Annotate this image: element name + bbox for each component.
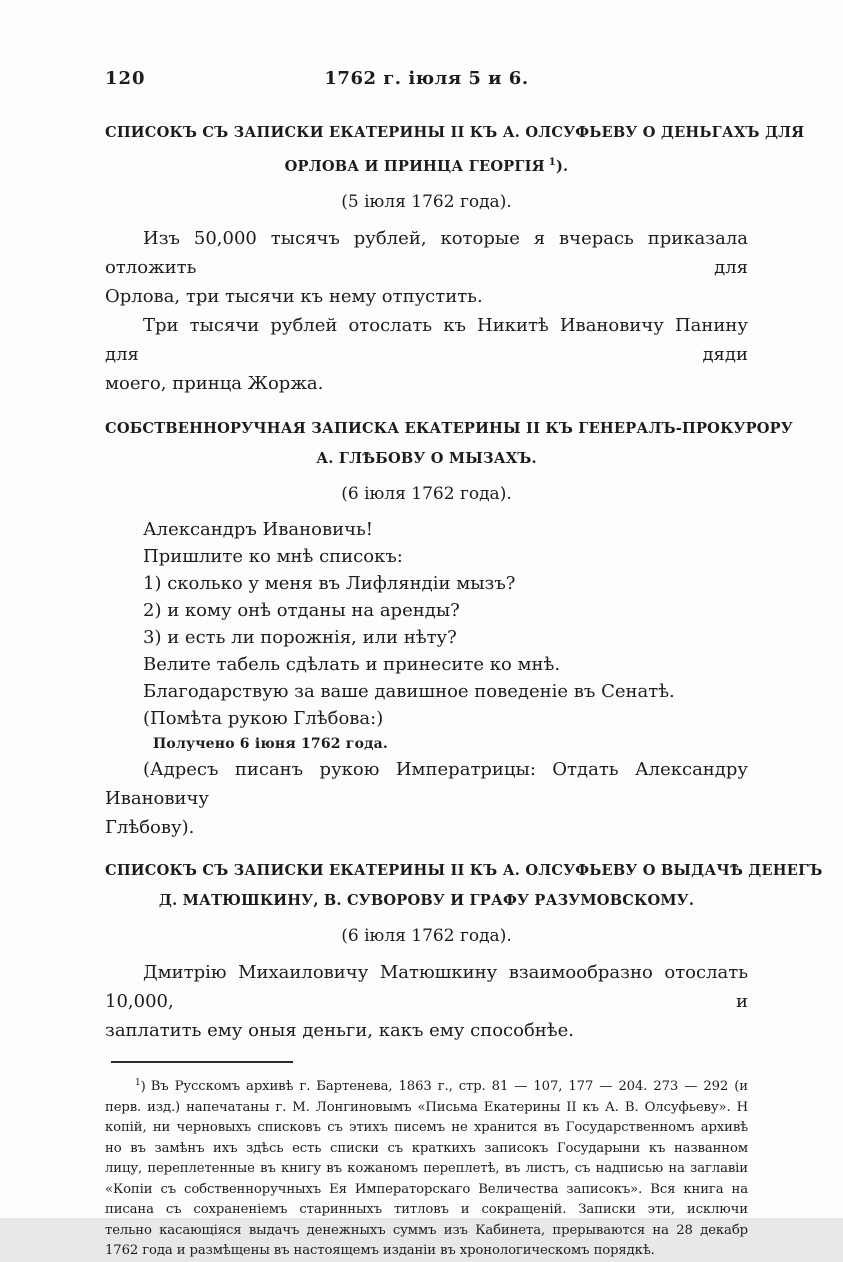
letter-line: 1) сколько у меня въ Лифляндіи мызъ? [143,572,516,594]
footnote-line: копій, ни черновыхъ списковъ съ этихъ писемъ не хранится въ Государственномъ архивѣ [105,1120,748,1136]
document1-title-line1: СПИСОКЪ СЪ ЗАПИСКИ ЕКАТЕРИНЫ II КЪ А. ОЛСУФЬЕВУ О ДЕНЬГАХЪ ДЛЯ [105,124,805,141]
footnote [105,1073,748,1262]
page-content [105,68,823,1262]
letter-line: Благодарствую за ваше давишное поведеніе въ Сенатѣ. [143,680,675,702]
paragraph-line: Три тысячи рублей отослать къ Никитѣ Ивановичу Панину для дяди [105,314,748,365]
footnote-reference-mark: 1 [548,157,556,168]
paragraph-line: заплатить ему оныя деньги, какъ ему способнѣе. [105,1019,575,1041]
footnote-line: писана съ сохраненіемъ старинныхъ титловъ и сокращеній. Записки эти, исключи [105,1202,748,1218]
document2-date: (6 іюля 1762 года). [341,483,512,504]
document1-body [105,224,748,398]
letter-line: (Помѣта рукою Глѣбова:) [143,707,384,729]
address-line: Глѣбову). [105,816,195,838]
document2-title-line2: А. ГЛѢБОВУ О МЫЗАХЪ. [316,449,537,467]
letter-line: Велите табель сдѣлать и принесите ко мнѣ. [143,653,561,675]
footnote-line [105,1073,748,1098]
letter-line: 3) и есть ли порожнія, или нѣту? [143,626,457,648]
footnote-line: 1762 года и размѣщены въ настоящемъ изданіи въ хронологическомъ порядкѣ. [105,1243,655,1259]
footnote-line: лицу, переплетенные въ книгу въ кожаномъ переплетѣ, въ листъ, съ надписью на заглавіи [105,1161,748,1177]
paragraph-line: Дмитрію Михаиловичу Матюшкину взаимообразно отослать 10,000, и [105,961,748,1012]
running-header [105,68,748,90]
letter-line: Пришлите ко мнѣ списокъ: [143,545,403,567]
document3-date: (6 іюля 1762 года). [341,925,512,946]
document3-title-line1: СПИСОКЪ СЪ ЗАПИСКИ ЕКАТЕРИНЫ II КЪ А. ОЛСУФЬЕВУ О ВЫДАЧѢ ДЕНЕГЪ [105,861,823,879]
footnote-line: перв. изд.) напечатаны г. М. Лонгиновымъ «Письма Екатерины II къ А. В. Олсуфьеву». Н [105,1099,748,1115]
address-line: (Адресъ писанъ рукою Императрицы: Отдать Александру Ивановичу [105,758,748,809]
footnote-separator [111,1061,293,1063]
letter-line: Александръ Ивановичь! [143,518,374,540]
running-head: 1762 г. іюля 5 и 6. [324,68,529,89]
document2-title-line1: СОБСТВЕННОРУЧНАЯ ЗАПИСКА ЕКАТЕРИНЫ II КЪ ГЕНЕРАЛЪ-ПРОКУРОРУ [105,419,793,437]
footnote-line: «Копіи съ собственноручныхъ Ея Императорскаго Величества записокъ». Вся книга на [105,1181,748,1197]
footnote-mark: 1 [135,1077,141,1088]
letter-line: 2) и кому онѣ отданы на аренды? [143,599,460,621]
footnote-line: но въ замѣнъ ихъ здѣсь есть списки съ краткихъ записокъ Государыни къ названном [105,1140,748,1156]
document3-body [105,958,748,1045]
footnote-reference-suffix: ). [555,157,569,175]
footnote-line-text: Въ Русскомъ архивѣ г. Бартенева, 1863 г., стр. 81 — 107, 177 — 204. 273 — 292 (и [150,1079,748,1095]
document1-title-line2-text: ОРЛОВА И ПРИНЦА ГЕОРГІЯ [284,157,545,175]
receipt-note: Получено 6 іюня 1762 года. [153,735,388,752]
document1-title-line2 [105,148,748,182]
footnote-mark-suffix: ) [140,1079,146,1095]
paragraph-line: Орлова, три тысячи къ нему отпустить. [105,285,483,307]
document3-title [105,856,823,916]
document2-title [105,414,793,474]
document1-title [105,118,805,182]
document1-date: (5 іюля 1762 года). [341,191,512,212]
paragraph-line: Изъ 50,000 тысячъ рублей, которые я вчерась приказала отложить для [105,227,748,278]
document2-body [105,516,748,842]
document3-title-line2: Д. МАТЮШКИНУ, В. СУВОРОВУ И ГРАФУ РАЗУМОВСКОМУ. [158,891,695,909]
footnote-line: тельно касающіяся выдачъ денежныхъ суммъ изъ Кабинета, прерываются на 28 декабр [105,1222,748,1238]
paragraph-line: моего, принца Жоржа. [105,372,324,394]
page-number: 120 [105,68,146,89]
